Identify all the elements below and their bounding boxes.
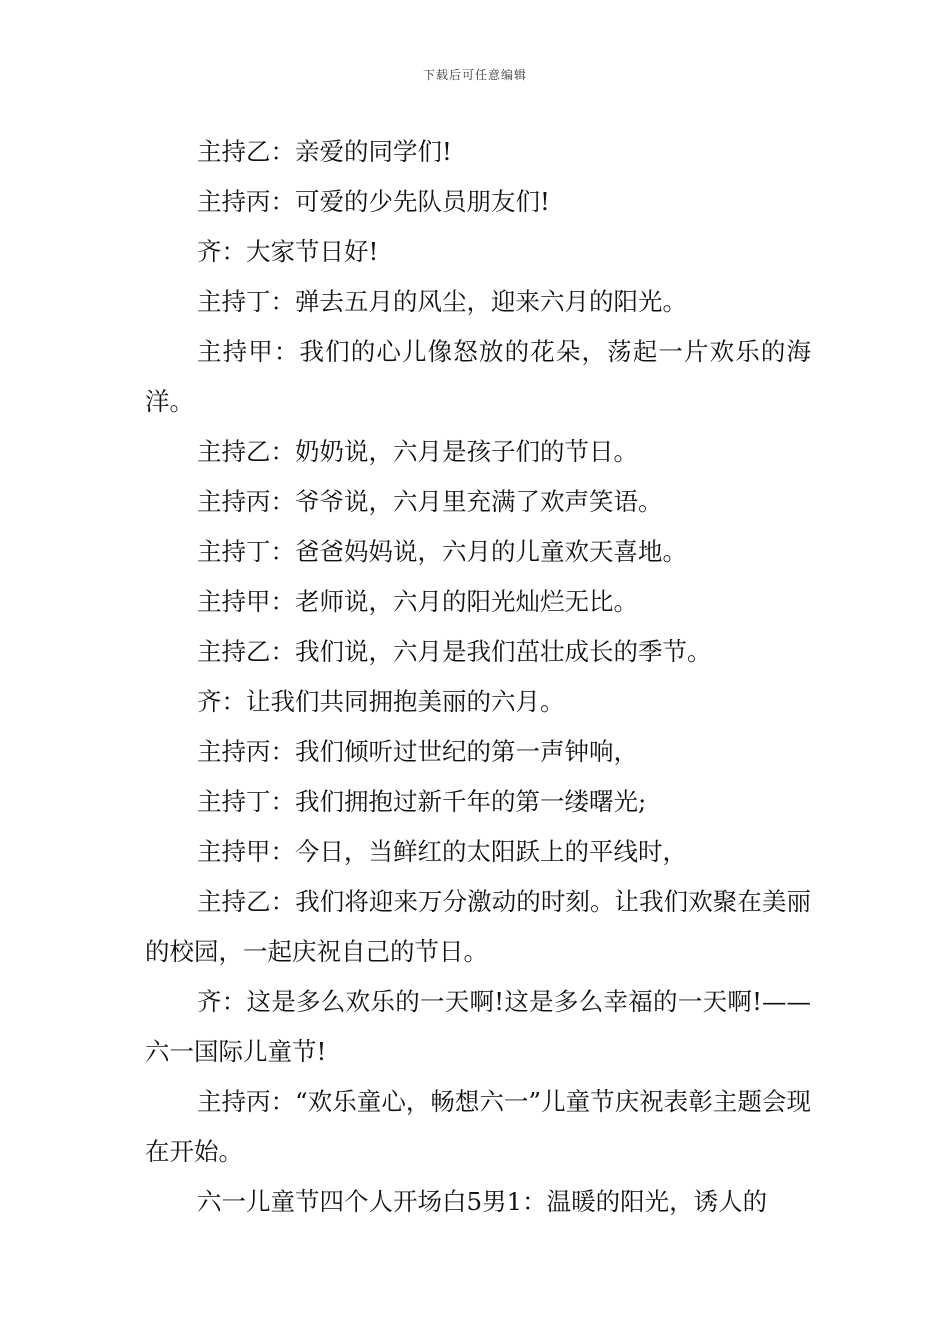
paragraph: 主持乙：亲爱的同学们! [197, 137, 452, 166]
paragraph: 主持乙：奶奶说，六月是孩子们的节日。 [197, 437, 638, 466]
paragraph: 主持丁：我们拥抱过新千年的第一缕曙光; [197, 787, 647, 816]
paragraph: 主持甲：今日，当鲜红的太阳跃上的平线时， [197, 837, 687, 866]
paragraph: 主持丙：爷爷说，六月里充满了欢声笑语。 [197, 487, 663, 516]
paragraph: 主持丙：我们倾听过世纪的第一声钟响， [197, 737, 638, 766]
paragraph: 主持乙：我们将迎来万分激动的时刻。让我们欢聚在美丽的校园，一起庆祝自己的节日。 [145, 887, 811, 966]
paragraph: 齐：大家节日好! [197, 237, 379, 266]
document-body [145, 127, 811, 1227]
paragraph: 主持甲：老师说，六月的阳光灿烂无比。 [197, 587, 638, 616]
paragraph: 齐：这是多么欢乐的一天啊!这是多么幸福的一天啊!——六一国际儿童节! [145, 987, 811, 1066]
paragraph: 主持丙：“欢乐童心，畅想六一”儿童节庆祝表彰主题会现在开始。 [145, 1087, 811, 1166]
paragraph: 六一儿童节四个人开场白5男1：温暖的阳光，诱人的 [197, 1187, 768, 1216]
paragraph: 主持丙：可爱的少先队员朋友们! [197, 187, 550, 216]
paragraph: 齐：让我们共同拥抱美丽的六月。 [197, 687, 565, 716]
paragraph: 主持丁：爸爸妈妈说，六月的儿童欢天喜地。 [197, 537, 687, 566]
page-header-note: 下载后可任意编辑 [422, 68, 527, 82]
paragraph: 主持乙：我们说，六月是我们茁壮成长的季节。 [197, 637, 712, 666]
paragraph: 主持丁：弹去五月的风尘，迎来六月的阳光。 [197, 287, 687, 316]
paragraph: 主持甲：我们的心儿像怒放的花朵，荡起一片欢乐的海洋。 [145, 337, 811, 416]
